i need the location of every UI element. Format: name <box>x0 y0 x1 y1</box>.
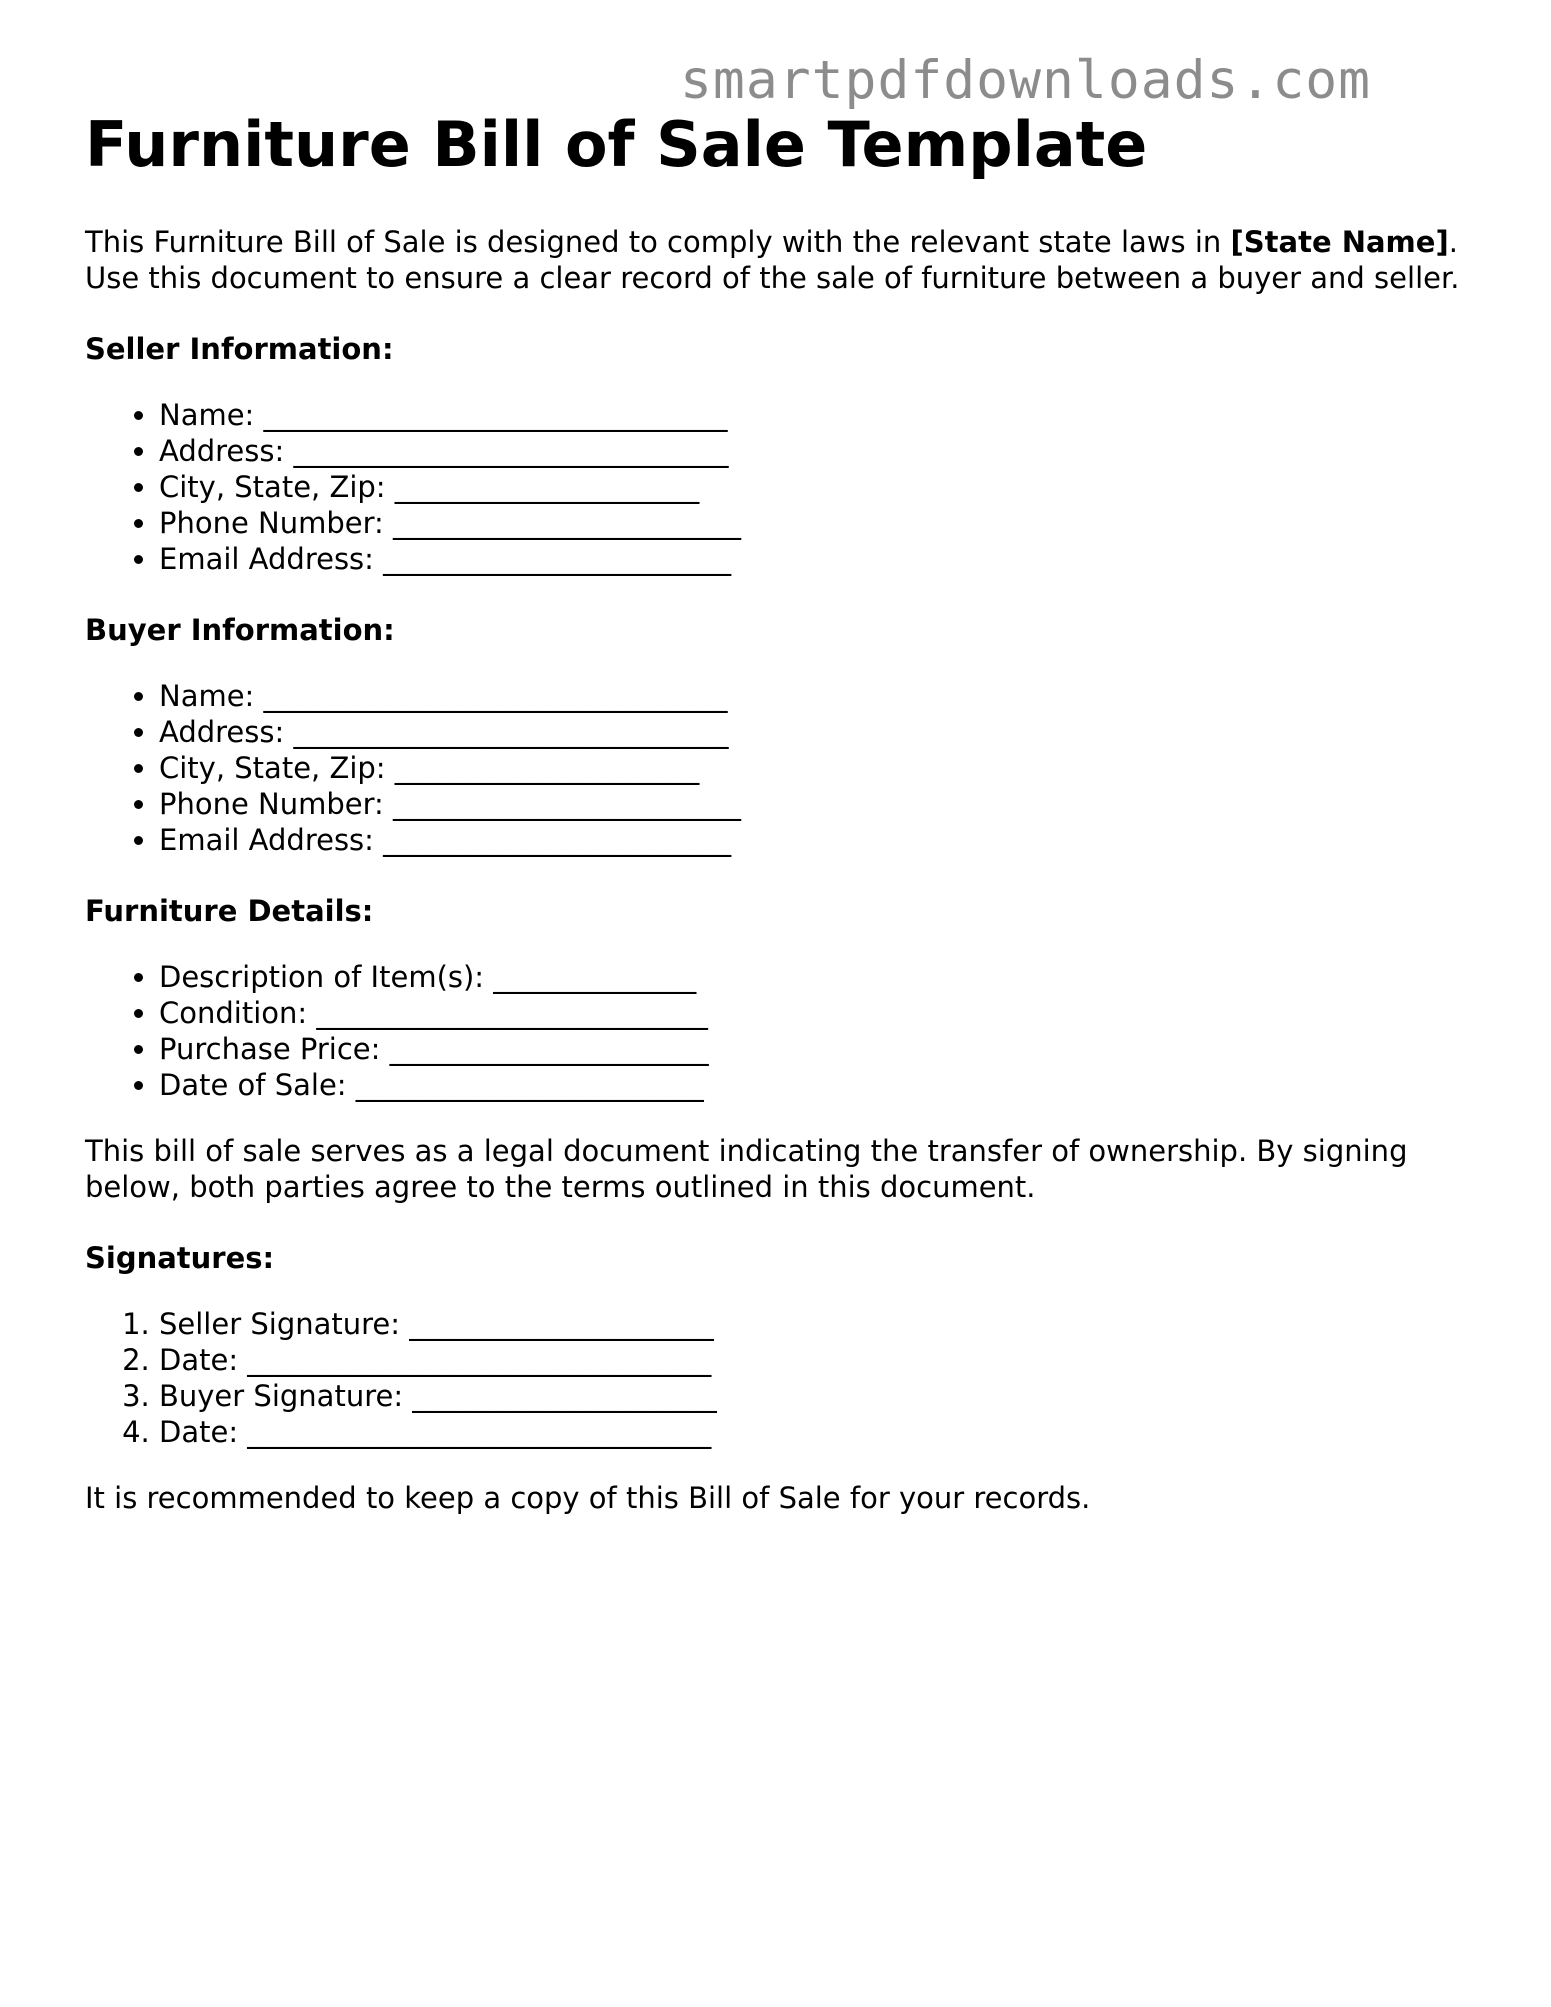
intro-paragraph <box>85 224 1475 296</box>
buyer-date-field: 4. Date: ________________________________ <box>159 1414 1475 1450</box>
seller-name-field: • Name: ________________________________ <box>159 397 1475 433</box>
buyer-phone-field: • Phone Number: ________________________ <box>159 786 1475 822</box>
buyer-email-field: • Email Address: ________________________ <box>159 822 1475 858</box>
seller-signature-field: 1. Seller Signature: _____________________ <box>159 1306 1475 1342</box>
item-description-field: • Description of Item(s): ______________ <box>159 959 1475 995</box>
buyer-address-field: • Address: ______________________________ <box>159 714 1475 750</box>
buyer-city-state-zip-field: • City, State, Zip: _____________________ <box>159 750 1475 786</box>
seller-email-field: • Email Address: ________________________ <box>159 541 1475 577</box>
document-page <box>85 108 1475 1516</box>
buyer-list <box>85 678 1475 858</box>
intro-text-after: . Use this document to ensure a clear record of the sale of furniture between a buyer and seller. <box>85 225 1460 295</box>
seller-heading: Seller Information: <box>85 332 394 366</box>
condition-field: • Condition: ___________________________ <box>159 995 1475 1031</box>
seller-city-state-zip-field: • City, State, Zip: _____________________ <box>159 469 1475 505</box>
purchase-price-field: • Purchase Price: ______________________ <box>159 1031 1475 1067</box>
page-title: Furniture Bill of Sale Template <box>85 108 1148 181</box>
signatures-list <box>85 1306 1475 1450</box>
seller-address-field: • Address: ______________________________ <box>159 433 1475 469</box>
furniture-heading: Furniture Details: <box>85 894 374 928</box>
seller-phone-field: • Phone Number: ________________________ <box>159 505 1475 541</box>
state-name-placeholder: [State Name] <box>1230 225 1449 259</box>
buyer-signature-field: 3. Buyer Signature: _____________________ <box>159 1378 1475 1414</box>
watermark: smartpdfdownloads.com <box>680 50 1372 111</box>
buyer-name-field: • Name: ________________________________ <box>159 678 1475 714</box>
signatures-heading: Signatures: <box>85 1241 275 1275</box>
intro-text-before: This Furniture Bill of Sale is designed to comply with the relevant state laws in <box>85 225 1231 259</box>
buyer-heading: Buyer Information: <box>85 613 395 647</box>
furniture-list <box>85 959 1475 1103</box>
transfer-paragraph: This bill of sale serves as a legal document indicating the transfer of ownership. By signing below, both parties agree to the terms outlined in this document. <box>85 1134 1408 1204</box>
seller-list <box>85 397 1475 577</box>
seller-date-field: 2. Date: ________________________________ <box>159 1342 1475 1378</box>
date-of-sale-field: • Date of Sale: ________________________ <box>159 1067 1475 1103</box>
closing-paragraph: It is recommended to keep a copy of this Bill of Sale for your records. <box>85 1481 1091 1515</box>
